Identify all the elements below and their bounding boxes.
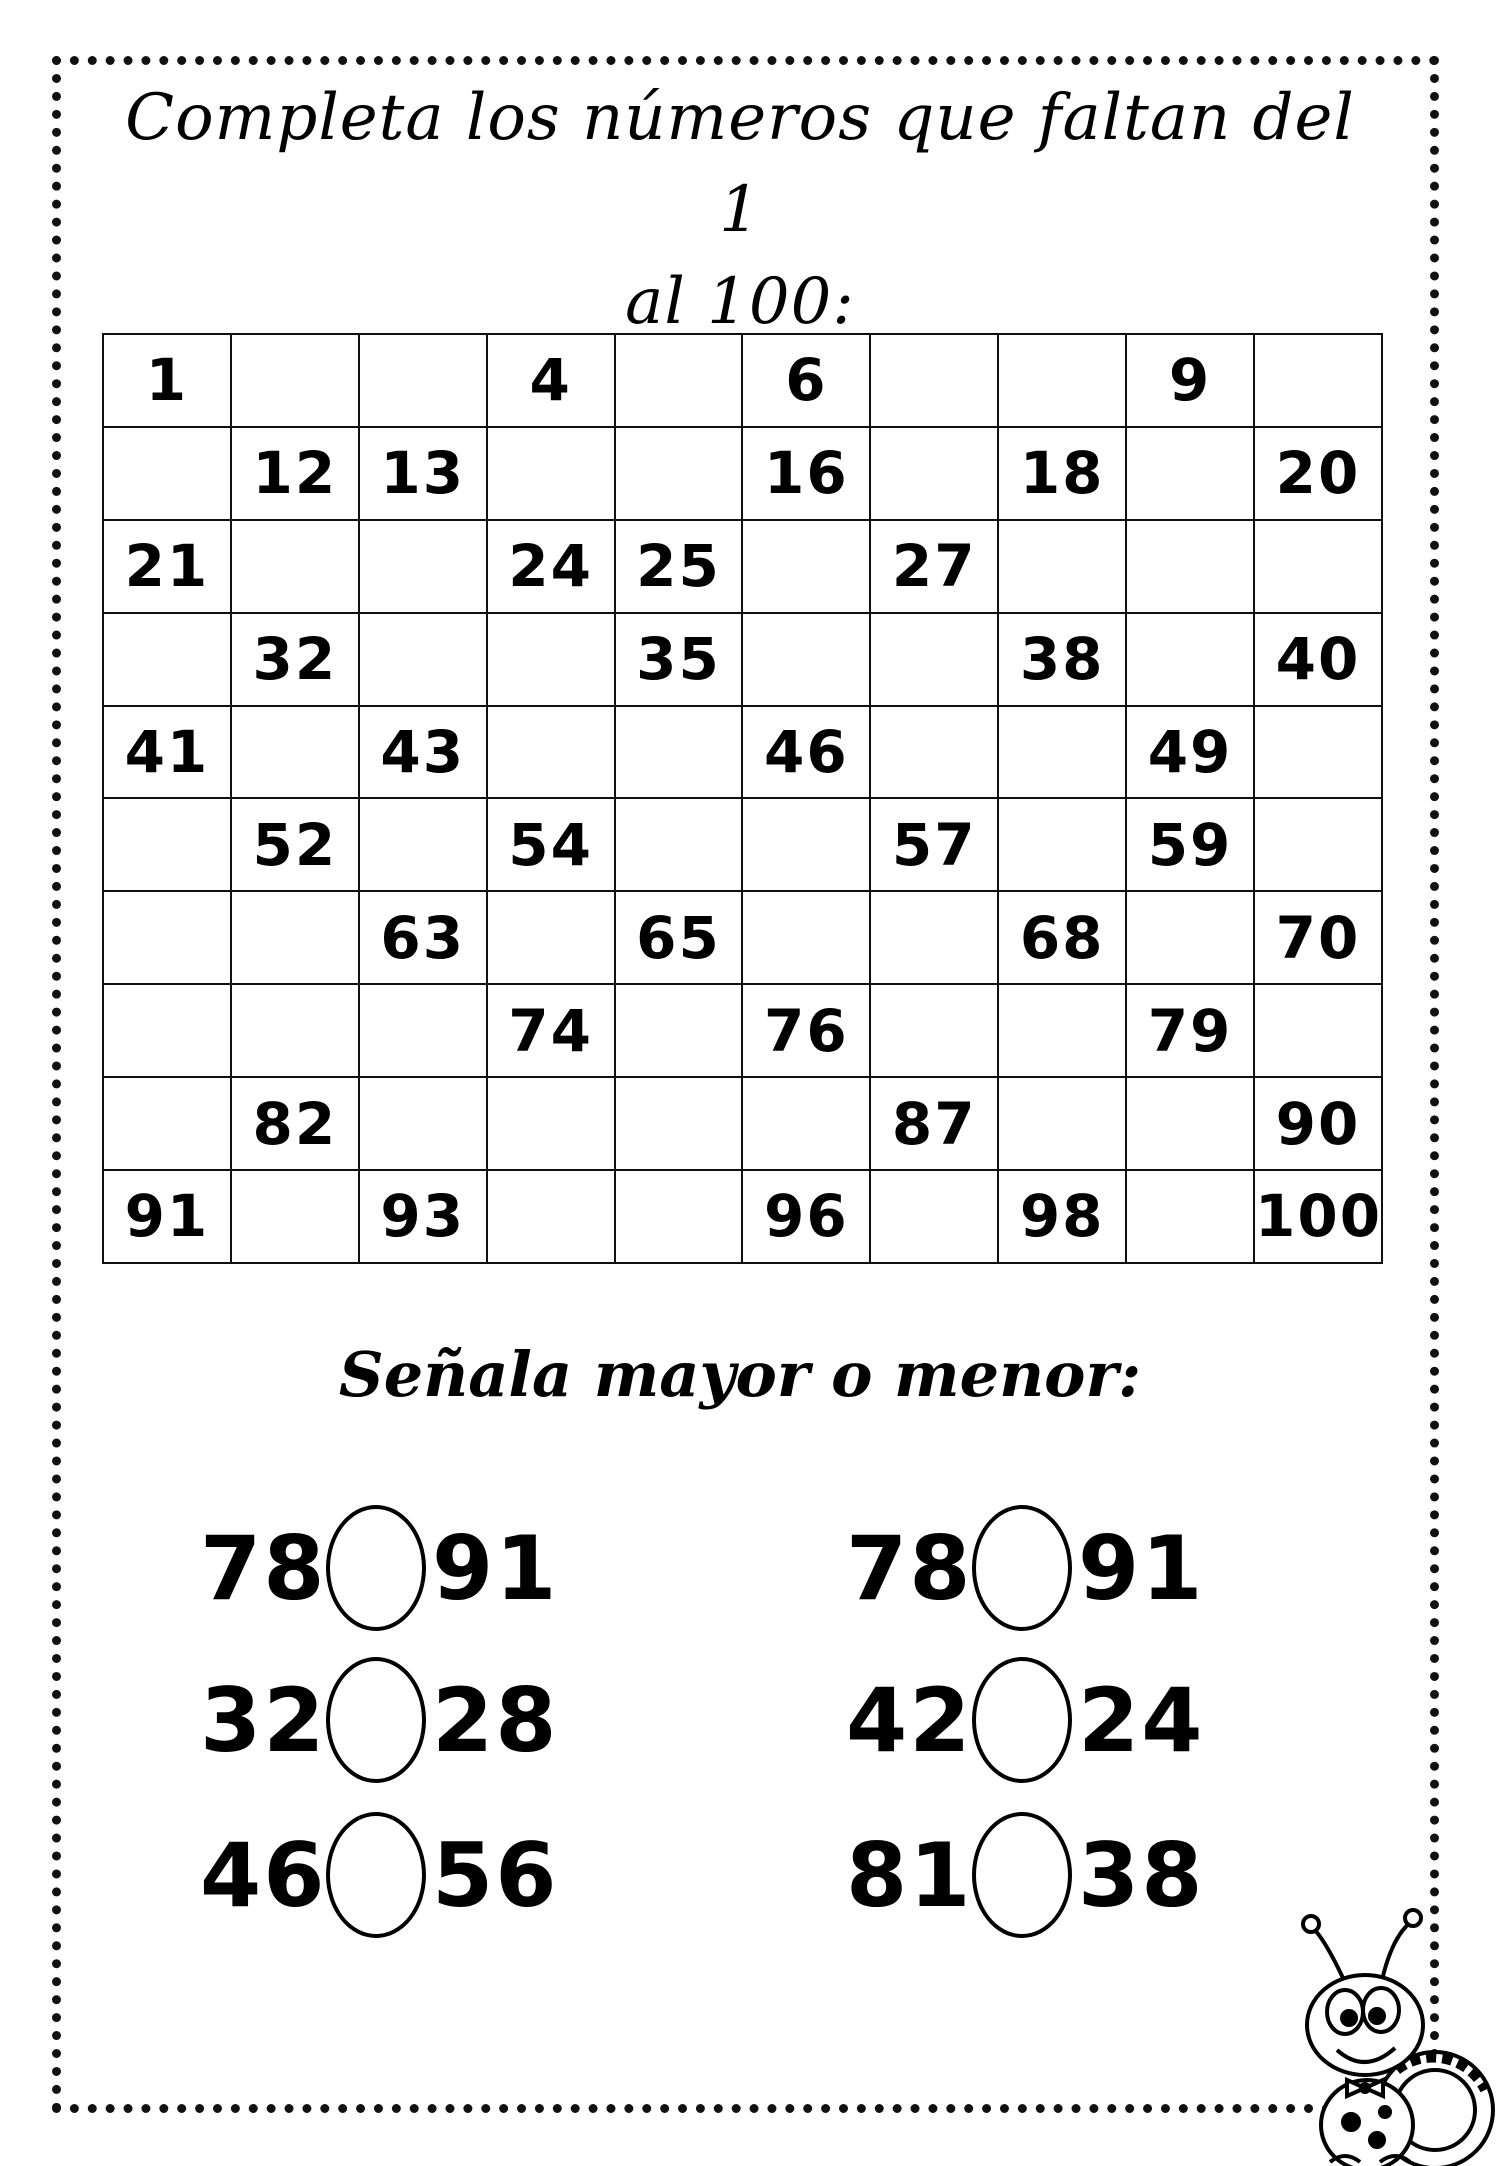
grid-cell[interactable] bbox=[103, 798, 231, 891]
grid-row bbox=[103, 613, 1382, 706]
grid-row bbox=[103, 520, 1382, 613]
grid-cell[interactable]: 100 bbox=[1254, 1170, 1382, 1263]
grid-cell[interactable]: 52 bbox=[231, 798, 359, 891]
grid-cell[interactable] bbox=[1126, 1077, 1254, 1170]
grid-cell[interactable]: 41 bbox=[103, 706, 231, 799]
grid-cell[interactable] bbox=[359, 798, 487, 891]
comparison-left-number: 78 bbox=[200, 1516, 327, 1620]
grid-cell[interactable]: 59 bbox=[1126, 798, 1254, 891]
grid-cell[interactable] bbox=[487, 891, 615, 984]
grid-cell[interactable] bbox=[487, 706, 615, 799]
grid-cell[interactable] bbox=[998, 520, 1126, 613]
grid-cell[interactable] bbox=[870, 984, 998, 1077]
comparison-item bbox=[846, 1805, 1205, 1945]
grid-cell[interactable] bbox=[1126, 891, 1254, 984]
grid-cell[interactable] bbox=[998, 984, 1126, 1077]
grid-cell[interactable] bbox=[1126, 427, 1254, 520]
grid-cell[interactable] bbox=[1254, 706, 1382, 799]
comparison-answer-circle[interactable] bbox=[972, 1657, 1072, 1783]
grid-cell[interactable] bbox=[359, 1077, 487, 1170]
grid-cell[interactable] bbox=[615, 706, 743, 799]
grid-cell[interactable]: 54 bbox=[487, 798, 615, 891]
grid-cell[interactable]: 79 bbox=[1126, 984, 1254, 1077]
grid-cell[interactable] bbox=[742, 891, 870, 984]
grid-cell[interactable]: 76 bbox=[742, 984, 870, 1077]
grid-cell[interactable] bbox=[231, 706, 359, 799]
comparison-left-number: 46 bbox=[200, 1823, 327, 1927]
caterpillar-mascot-icon bbox=[1285, 1900, 1500, 2166]
comparison-left-number: 78 bbox=[846, 1516, 973, 1620]
grid-cell[interactable]: 1 bbox=[103, 334, 231, 427]
grid-cell[interactable] bbox=[742, 798, 870, 891]
grid-cell[interactable] bbox=[359, 984, 487, 1077]
comparison-item bbox=[846, 1650, 1205, 1790]
grid-cell[interactable] bbox=[1254, 334, 1382, 427]
grid-cell[interactable] bbox=[1126, 613, 1254, 706]
grid-cell[interactable]: 43 bbox=[359, 706, 487, 799]
grid-cell[interactable]: 21 bbox=[103, 520, 231, 613]
grid-cell[interactable] bbox=[359, 334, 487, 427]
grid-cell[interactable] bbox=[487, 613, 615, 706]
comparison-left-number: 81 bbox=[846, 1823, 973, 1927]
grid-cell[interactable] bbox=[998, 706, 1126, 799]
grid-cell[interactable]: 6 bbox=[742, 334, 870, 427]
grid-cell[interactable]: 38 bbox=[998, 613, 1126, 706]
grid-cell[interactable] bbox=[103, 984, 231, 1077]
grid-cell[interactable] bbox=[615, 1077, 743, 1170]
grid-cell[interactable] bbox=[487, 427, 615, 520]
grid-cell[interactable] bbox=[1254, 520, 1382, 613]
grid-cell[interactable]: 18 bbox=[998, 427, 1126, 520]
grid-cell[interactable] bbox=[359, 520, 487, 613]
grid-cell[interactable]: 35 bbox=[615, 613, 743, 706]
grid-cell[interactable] bbox=[998, 334, 1126, 427]
grid-cell[interactable]: 65 bbox=[615, 891, 743, 984]
page-title bbox=[120, 72, 1360, 348]
grid-cell[interactable] bbox=[615, 1170, 743, 1263]
grid-row bbox=[103, 891, 1382, 984]
comparison-answer-circle[interactable] bbox=[972, 1812, 1072, 1938]
grid-cell[interactable]: 93 bbox=[359, 1170, 487, 1263]
grid-cell[interactable] bbox=[870, 613, 998, 706]
grid-cell[interactable]: 82 bbox=[231, 1077, 359, 1170]
comparison-item bbox=[200, 1650, 559, 1790]
grid-cell[interactable] bbox=[870, 334, 998, 427]
comparison-item bbox=[200, 1498, 559, 1638]
grid-cell[interactable] bbox=[1126, 520, 1254, 613]
grid-cell[interactable] bbox=[1254, 798, 1382, 891]
grid-cell[interactable]: 27 bbox=[870, 520, 998, 613]
grid-cell[interactable]: 49 bbox=[1126, 706, 1254, 799]
comparison-item bbox=[846, 1498, 1205, 1638]
grid-cell[interactable] bbox=[103, 613, 231, 706]
grid-cell[interactable] bbox=[870, 706, 998, 799]
grid-cell[interactable] bbox=[615, 984, 743, 1077]
grid-cell[interactable] bbox=[1254, 984, 1382, 1077]
comparison-right-number: 28 bbox=[432, 1668, 559, 1772]
comparison-right-number: 38 bbox=[1078, 1823, 1205, 1927]
grid-cell[interactable] bbox=[1126, 1170, 1254, 1263]
grid-row bbox=[103, 798, 1382, 891]
comparison-right-number: 56 bbox=[432, 1823, 559, 1927]
grid-cell[interactable] bbox=[103, 427, 231, 520]
grid-cell[interactable] bbox=[615, 334, 743, 427]
title-line-1: Completa los números que faltan del 1 bbox=[125, 81, 1355, 247]
grid-row bbox=[103, 1170, 1382, 1263]
comparison-right-number: 24 bbox=[1078, 1668, 1205, 1772]
grid-cell[interactable]: 40 bbox=[1254, 613, 1382, 706]
grid-cell[interactable] bbox=[998, 798, 1126, 891]
grid-cell[interactable]: 12 bbox=[231, 427, 359, 520]
grid-cell[interactable] bbox=[103, 891, 231, 984]
grid-cell[interactable] bbox=[231, 334, 359, 427]
grid-cell[interactable]: 46 bbox=[742, 706, 870, 799]
grid-cell[interactable]: 98 bbox=[998, 1170, 1126, 1263]
comparison-answer-circle[interactable] bbox=[972, 1505, 1072, 1631]
grid-cell[interactable] bbox=[998, 1077, 1126, 1170]
grid-row bbox=[103, 334, 1382, 427]
grid-cell[interactable] bbox=[359, 613, 487, 706]
grid-cell[interactable]: 16 bbox=[742, 427, 870, 520]
grid-cell[interactable]: 74 bbox=[487, 984, 615, 1077]
grid-cell[interactable]: 4 bbox=[487, 334, 615, 427]
grid-cell[interactable] bbox=[231, 984, 359, 1077]
grid-cell[interactable]: 13 bbox=[359, 427, 487, 520]
comparison-right-number: 91 bbox=[432, 1516, 559, 1620]
hundred-chart-grid bbox=[102, 333, 1383, 1264]
grid-cell[interactable]: 63 bbox=[359, 891, 487, 984]
grid-cell[interactable] bbox=[870, 427, 998, 520]
grid-cell[interactable] bbox=[231, 1170, 359, 1263]
grid-cell[interactable] bbox=[870, 1170, 998, 1263]
grid-row bbox=[103, 427, 1382, 520]
grid-cell[interactable] bbox=[103, 1077, 231, 1170]
grid-cell[interactable]: 57 bbox=[870, 798, 998, 891]
comparison-item bbox=[200, 1805, 559, 1945]
grid-cell[interactable]: 68 bbox=[998, 891, 1126, 984]
comparison-answer-circle[interactable] bbox=[326, 1657, 426, 1783]
comparison-left-number: 32 bbox=[200, 1668, 327, 1772]
grid-cell[interactable] bbox=[742, 1077, 870, 1170]
grid-cell[interactable] bbox=[231, 520, 359, 613]
grid-row bbox=[103, 1077, 1382, 1170]
grid-row bbox=[103, 706, 1382, 799]
comparison-answer-circle[interactable] bbox=[326, 1812, 426, 1938]
section-subtitle: Señala mayor o menor: bbox=[338, 1338, 1142, 1411]
grid-cell[interactable]: 96 bbox=[742, 1170, 870, 1263]
grid-cell[interactable] bbox=[615, 427, 743, 520]
grid-cell[interactable]: 90 bbox=[1254, 1077, 1382, 1170]
grid-cell[interactable]: 9 bbox=[1126, 334, 1254, 427]
grid-cell[interactable] bbox=[231, 891, 359, 984]
comparison-left-number: 42 bbox=[846, 1668, 973, 1772]
grid-cell[interactable]: 32 bbox=[231, 613, 359, 706]
grid-cell[interactable]: 70 bbox=[1254, 891, 1382, 984]
grid-cell[interactable] bbox=[487, 1170, 615, 1263]
grid-cell[interactable] bbox=[487, 1077, 615, 1170]
grid-cell[interactable] bbox=[870, 891, 998, 984]
comparison-right-number: 91 bbox=[1078, 1516, 1205, 1620]
grid-cell[interactable] bbox=[615, 798, 743, 891]
grid-cell[interactable] bbox=[742, 520, 870, 613]
comparison-answer-circle[interactable] bbox=[326, 1505, 426, 1631]
grid-cell[interactable]: 87 bbox=[870, 1077, 998, 1170]
grid-cell[interactable]: 91 bbox=[103, 1170, 231, 1263]
grid-row bbox=[103, 984, 1382, 1077]
grid-cell[interactable] bbox=[742, 613, 870, 706]
grid-cell[interactable]: 25 bbox=[615, 520, 743, 613]
grid-cell[interactable]: 20 bbox=[1254, 427, 1382, 520]
title-line-2: al 100: bbox=[625, 265, 855, 339]
grid-cell[interactable]: 24 bbox=[487, 520, 615, 613]
